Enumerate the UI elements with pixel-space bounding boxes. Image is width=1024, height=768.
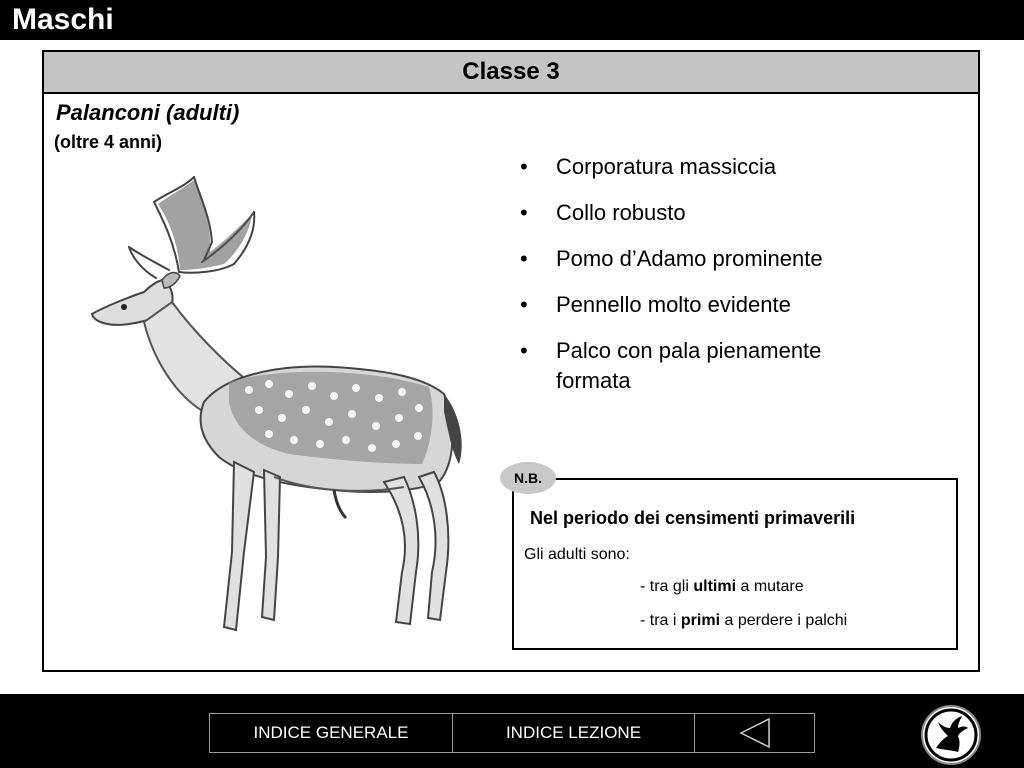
- list-item-text: Collo robusto: [556, 200, 686, 225]
- note-title: Nel periodo dei censimenti primaverili: [530, 508, 856, 528]
- bullet-dot: •: [520, 292, 528, 317]
- age-subheading: (oltre 4 anni): [54, 132, 163, 152]
- note-line-1-post: a mutare: [740, 578, 804, 595]
- list-item: [514, 198, 894, 228]
- lesson-index-button[interactable]: INDICE LEZIONE: [452, 714, 694, 752]
- deer-emblem-icon[interactable]: [920, 704, 982, 766]
- note-line-1-bold: ultimi: [693, 578, 737, 595]
- list-item-text: Corporatura massiccia: [556, 154, 777, 179]
- navigation-bar: [209, 713, 815, 753]
- content-panel: [42, 50, 980, 672]
- list-item-text: Pennello molto evidente: [556, 292, 791, 317]
- note-line-1: [640, 578, 804, 596]
- page-title: Maschi: [0, 0, 1024, 40]
- note-line-2-pre: - tra i: [640, 612, 677, 629]
- note-line-2: [640, 612, 847, 630]
- note-line-1-pre: - tra gli: [640, 578, 689, 595]
- list-item-text: Palco con pala pienamente formata: [556, 338, 822, 393]
- note-line-2-post: a perdere i palchi: [724, 612, 848, 629]
- back-button[interactable]: [694, 714, 814, 752]
- bullet-dot: •: [520, 246, 528, 271]
- note-line-2-bold: primi: [680, 612, 721, 629]
- general-index-button[interactable]: INDICE GENERALE: [253, 723, 409, 742]
- feature-list: [514, 152, 894, 412]
- note-box: [512, 478, 958, 650]
- slide: [0, 40, 1024, 694]
- bullet-dot: •: [520, 154, 528, 179]
- list-item: [514, 290, 894, 320]
- bullet-dot: •: [520, 200, 528, 225]
- list-item-text: Pomo d’Adamo prominente: [556, 246, 823, 271]
- fallow-deer-illustration: [84, 172, 464, 642]
- class-heading: Palanconi (adulti): [56, 100, 240, 125]
- note-intro: Gli adulti sono:: [524, 546, 630, 563]
- bullet-dot: •: [520, 338, 528, 363]
- list-item: [514, 336, 894, 396]
- list-item: [514, 152, 894, 182]
- list-item: [514, 244, 894, 274]
- panel-header: Classe 3: [44, 52, 978, 94]
- nb-badge: N.B.: [500, 462, 556, 494]
- back-triangle-icon: [735, 715, 775, 751]
